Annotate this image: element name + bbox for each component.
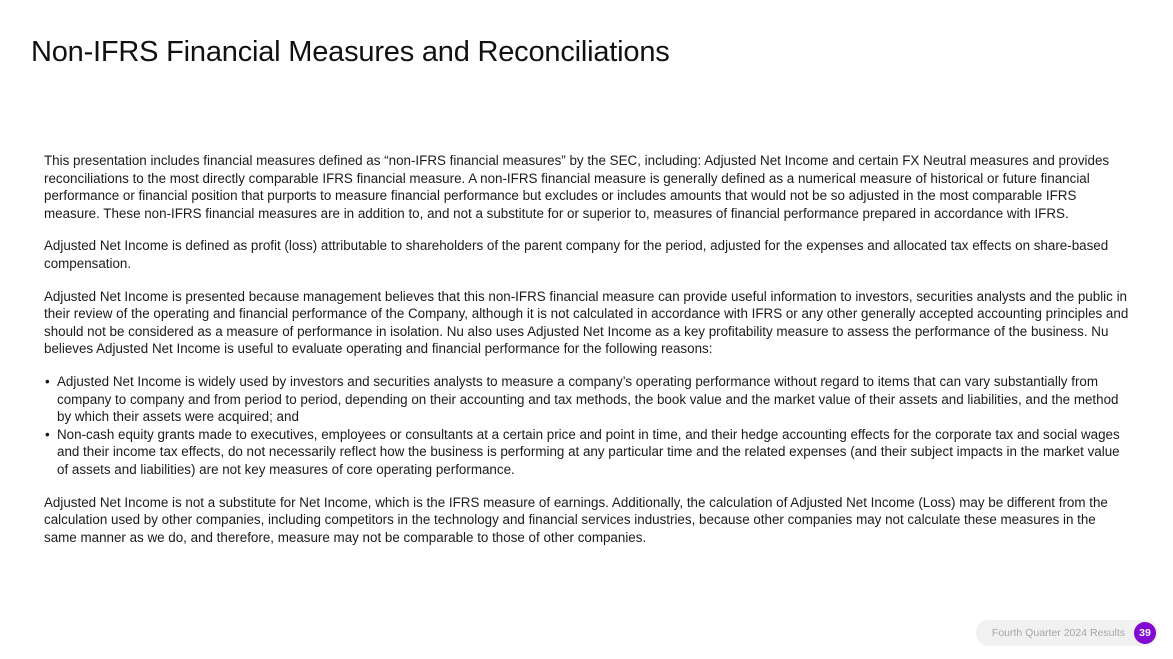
closing-paragraph: Adjusted Net Income is not a substitute for Net Income, which is the IFRS measure of earnings. Additionally, the calculation of Adjusted Net Income (Loss) may be different from the calculation used by other companies, including competitors in the technology and financial services industries, because other companies may not calculate these measures in the same manner as we do, and therefore, measure may not be comparable to those of other companies. (44, 494, 1108, 545)
bullet-marker-icon: • (45, 373, 50, 389)
bullet-list (44, 373, 1129, 479)
page-number-badge: 39 (1134, 622, 1156, 644)
body-paragraph: This presentation includes financial measures defined as “non-IFRS financial measures” by the SEC, including: Adjusted Net Income and certain FX Neutral measures and provides reconciliations to the most directly comparable IFRS financial measure. A non-IFRS financial measure is generally defined as a numerical measure of historical or future financial performance or financial position that purports to measure financial performance but excludes or includes amounts that would not be so adjusted in the most comparable IFRS measure. These non-IFRS financial measures are in addition to, and not a substitute for or superior to, measures of financial performance prepared in accordance with IFRS. (44, 153, 1110, 221)
bullet-item (44, 426, 1129, 479)
bullet-text: Non-cash equity grants made to executives, employees or consultants at a certain price and point in time, and their hedge accounting effects for the corporate tax and social wages and their income tax effects, do not necessarily reflect how the business is performing at any particular time and the related expenses (and their subject impacts in the market value of assets and liabilities) are not key measures of core operating performance. (57, 426, 1120, 477)
bullet-marker-icon: • (45, 426, 50, 442)
footer-label: Fourth Quarter 2024 Results (991, 627, 1125, 639)
bullet-text: Adjusted Net Income is widely used by investors and securities analysts to measure a company’s operating performance without regard to items that can vary substantially from company to company and from period to period, depending on their accounting and tax methods, the book value and the market value of their assets and liabilities, and the method by which their assets were acquired; and (57, 373, 1119, 425)
body-copy (44, 152, 1129, 561)
body-paragraph: Adjusted Net Income is defined as profit (loss) attributable to shareholders of the parent company for the period, adjusted for the expenses and allocated tax effects on share-based compensation. (44, 238, 1109, 271)
body-paragraph: Adjusted Net Income is presented because management believes that this non-IFRS financial measure can provide useful information to investors, securities analysts and the public in their review of the operating and financial performance of the Company, although it is not calculated in accordance with IFRS or any other generally accepted accounting principles and should not be considered as a measure of performance in isolation. Nu also uses Adjusted Net Income as a key profitability measure to assess the performance of the business. Nu believes Adjusted Net Income is useful to evaluate operating and financial performance for the following reasons: (44, 288, 1129, 357)
bullet-item (44, 373, 1129, 426)
footer-badge (976, 620, 1158, 646)
slide-title: Non-IFRS Financial Measures and Reconciliations (31, 36, 670, 68)
